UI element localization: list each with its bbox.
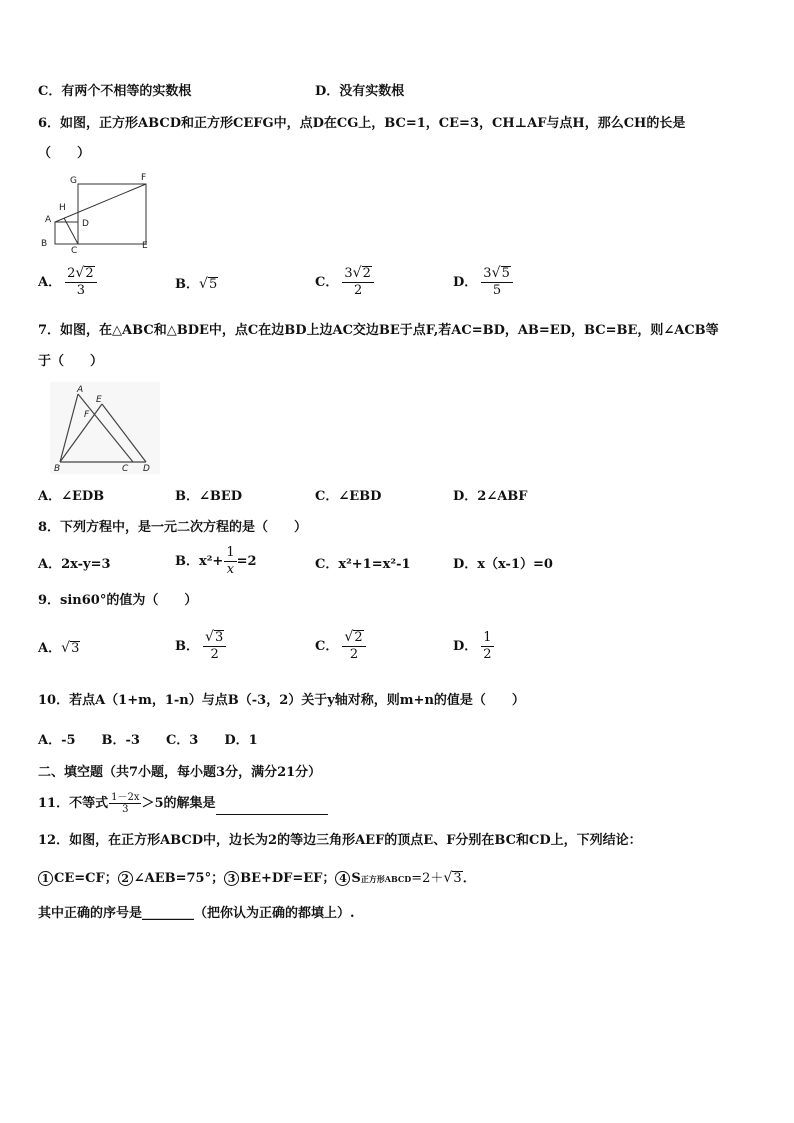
q11-num: 1－2x <box>111 792 140 803</box>
sqrt-symbol <box>205 630 224 646</box>
q10-stem: 10．若点A（1+m，1-n）与点B（-3，2）关于y轴对称，则m+n的值是（ ） <box>38 693 525 708</box>
sqrt-symbol <box>492 266 511 282</box>
q6-label-g: G <box>70 176 77 186</box>
q7-stem-line2: 于（ ） <box>38 354 104 369</box>
q9-option-c <box>315 630 366 663</box>
q6-label-b: B <box>41 239 48 249</box>
q7-label-f: F <box>84 410 90 420</box>
q8-option-b-num: 1 <box>226 545 235 560</box>
q12-conclusion-4-eq: =2＋ <box>411 871 444 886</box>
q7-stem-line1: 7．如图，在△ABC和△BDE中，点C在边BD上边AC交边BE于点F,若AC=BD，AB=ED，BC=BE，则∠ACB等 <box>38 323 719 338</box>
q9-stem: 9．sin60°的值为（ ） <box>38 593 198 608</box>
q5-option-d: D．没有实数根 <box>315 84 405 99</box>
q6-label-d: D <box>82 219 89 229</box>
q8-option-b <box>175 545 257 578</box>
q6-option-d-den: 5 <box>492 283 502 298</box>
q9-option-a <box>38 640 80 658</box>
section2-heading: 二、填空题（共7小题，每小题3分，满分21分） <box>38 765 322 780</box>
q7-label-a: A <box>77 385 84 395</box>
q6-option-a <box>38 266 97 299</box>
q6-option-d-coef: 3 <box>483 266 492 281</box>
q9-option-a-label: A． <box>38 641 62 656</box>
q6-option-d-radicand: 5 <box>501 266 510 281</box>
q7-option-b: B．∠BED <box>175 489 243 504</box>
q11-line <box>38 792 328 815</box>
q9-option-b-label: B． <box>175 639 199 654</box>
q6-option-a-den: 3 <box>76 283 86 298</box>
q9-option-b <box>175 630 226 663</box>
q9-option-d-num: 1 <box>483 630 492 645</box>
q12-conclusion-2: ∠AEB=75°； <box>133 871 225 886</box>
q6-option-d-label: D． <box>453 275 478 290</box>
q7-label-e: E <box>96 395 102 405</box>
q6-option-b-label: B． <box>175 277 199 292</box>
q6-label-a: A <box>45 215 52 225</box>
q10-options: A．-5 B．-3 C．3 D．1 <box>38 733 258 748</box>
q9-option-d-label: D． <box>453 639 478 654</box>
q11-answer-blank[interactable] <box>216 800 328 815</box>
q6-option-c-fraction <box>342 266 374 299</box>
circled-number-2: 2 <box>118 871 133 886</box>
q6-label-h: H <box>59 203 66 213</box>
q5-option-c: C．有两个不相等的实数根 <box>38 84 192 99</box>
q7-option-c: C．∠EBD <box>315 489 382 504</box>
q8-option-b-fraction <box>224 545 236 578</box>
q12-conclusion-1: CE=CF； <box>54 871 118 886</box>
q9-option-c-radicand: 2 <box>354 630 363 645</box>
circled-number-1: 1 <box>38 871 53 886</box>
q6-option-c-den: 2 <box>354 283 363 298</box>
sqrt-symbol <box>199 276 218 294</box>
q8-option-b-den: x <box>226 562 235 577</box>
q9-option-d <box>453 630 494 663</box>
q6-option-b-radicand: 5 <box>209 277 218 292</box>
q7-option-d: D．2∠ABF <box>453 489 528 504</box>
q6-stem: 6．如图，正方形ABCD和正方形CEFG中，点D在CG上，BC=1，CE=3，CH⊥AF与点H，那么CH的长是 <box>38 116 686 131</box>
q6-option-d <box>453 266 513 299</box>
q9-option-b-radicand: 3 <box>215 630 224 645</box>
q6-option-a-fraction <box>65 266 97 299</box>
q6-option-a-label: A． <box>38 275 62 290</box>
q11-fraction <box>109 792 141 815</box>
q8-stem: 8．下列方程中，是一元二次方程的是（ ） <box>38 520 308 535</box>
q9-option-b-den: 2 <box>210 647 219 662</box>
q12-conclusion-4-sub: 正方形ABCD <box>360 874 412 884</box>
q6-option-a-radicand: 2 <box>85 266 94 281</box>
q6-label-c: C <box>71 246 78 254</box>
q12-stem: 12．如图，在正方形ABCD中，边长为2的等边三角形AEF的顶点E、F分别在BC和CD上，下列结论： <box>38 833 642 848</box>
q7-option-a: A．∠EDB <box>38 489 105 504</box>
circled-number-3: 3 <box>224 871 239 886</box>
sqrt-symbol <box>61 640 80 658</box>
q9-option-b-fraction <box>203 630 226 663</box>
q8-option-b-pre: B．x²+ <box>175 554 224 569</box>
sqrt-symbol <box>344 630 363 646</box>
q12-tail: 其中正确的序号是________（把你认为正确的都填上）. <box>38 906 355 921</box>
q8-option-d: D．x（x-1）=0 <box>453 557 553 572</box>
sqrt-symbol <box>75 266 94 282</box>
q12-conclusions <box>38 870 476 888</box>
q6-option-c-radicand: 2 <box>362 266 371 281</box>
q9-option-a-radicand: 3 <box>71 641 80 656</box>
q11-post: ＞5的解集是 <box>141 796 216 811</box>
q6-line-af <box>55 184 146 222</box>
q6-option-c-coef: 3 <box>344 266 353 281</box>
q7-label-b: B <box>54 464 61 474</box>
sqrt-symbol <box>353 266 372 282</box>
q8-option-b-post: =2 <box>236 554 257 569</box>
q6-option-c-label: C． <box>315 275 339 290</box>
q6-option-c <box>315 266 374 299</box>
q9-option-d-fraction <box>481 630 493 663</box>
q9-option-d-den: 2 <box>483 647 492 662</box>
q6-option-b <box>175 276 218 294</box>
q12-conclusion-4-s: S <box>351 871 361 886</box>
sqrt-symbol <box>443 870 462 888</box>
q6-option-a-coef: 2 <box>67 266 76 281</box>
q8-option-c: C．x²+1=x²-1 <box>315 557 411 572</box>
q6-label-e: E <box>142 241 148 251</box>
q9-option-c-fraction <box>342 630 365 663</box>
q7-figure <box>50 382 160 474</box>
q12-conclusion-4-radicand: 3 <box>453 871 462 886</box>
q6-label-f: F <box>141 173 147 183</box>
q12-conclusion-3: BE+DF=EF； <box>240 871 336 886</box>
circled-number-4: 4 <box>335 871 350 886</box>
q9-option-c-label: C． <box>315 639 339 654</box>
q6-paren: （ ） <box>38 146 91 161</box>
q11-den: 3 <box>122 804 129 815</box>
q7-label-d: D <box>143 464 150 474</box>
q12-conclusion-4-end: ． <box>462 871 476 886</box>
q6-option-d-fraction <box>481 266 513 299</box>
q7-label-c: C <box>122 464 129 474</box>
q6-square-cefg <box>78 184 146 244</box>
q6-square-abcd <box>55 222 78 244</box>
q6-figure <box>38 170 158 254</box>
q9-option-c-den: 2 <box>349 647 359 662</box>
q8-option-a: A．2x-y=3 <box>38 557 111 572</box>
q11-pre: 11．不等式 <box>38 796 109 811</box>
